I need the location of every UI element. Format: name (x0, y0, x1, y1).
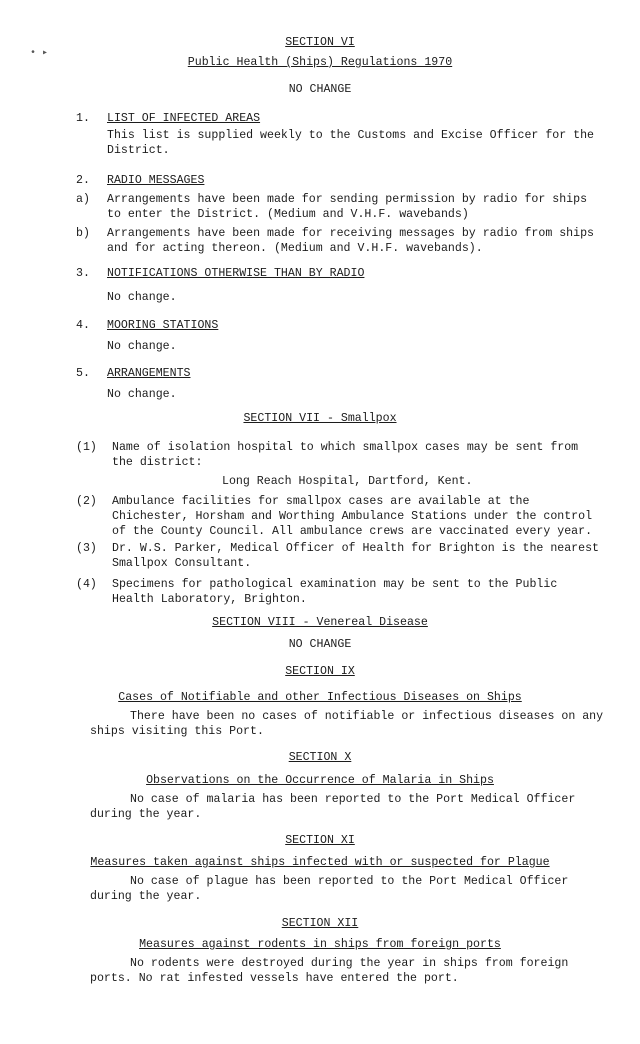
section-xi-text: No case of plague has been reported to the Port Medical Officer during the year. (90, 875, 569, 903)
item-number: a) (76, 193, 90, 206)
item-heading: NOTIFICATIONS OTHERWISE THAN BY RADIO (107, 267, 365, 280)
section-x-text: No case of malaria has been reported to the Port Medical Officer during the year. (90, 793, 576, 821)
section-x-subtitle: Observations on the Occurrence of Malaria in Ships (146, 774, 494, 787)
item-number: 1. (76, 112, 90, 125)
section-ix-title: SECTION IX (285, 665, 355, 678)
item-text: This list is supplied weekly to the Customs and Excise Officer for the District. (107, 129, 595, 157)
section-xi-subtitle: Measures taken against ships infected with or suspected for Plague (90, 856, 550, 869)
item-number: b) (76, 227, 90, 240)
item-text: Ambulance facilities for smallpox cases are available at the Chichester, Horsham and Worthing Ambulance Stations under the control of the County Council. All ambulance crews are vaccinated every year. (112, 495, 593, 538)
section-x-title: SECTION X (288, 751, 352, 764)
section-xii-text: No rodents were destroyed during the year in ships from foreign ports. No rat infested vessels have entered the port. (90, 957, 569, 985)
item-number: 2. (76, 174, 90, 187)
item-number: 5. (76, 367, 90, 380)
item-text: No change. (107, 388, 177, 401)
item-number: 4. (76, 319, 90, 332)
item-number: (4) (76, 578, 97, 591)
section-xii-title: SECTION XII (281, 917, 359, 930)
item-number: (3) (76, 542, 97, 555)
section-vi-subtitle: Public Health (Ships) Regulations 1970 (187, 56, 453, 69)
hospital-name: Long Reach Hospital, Dartford, Kent. (222, 475, 473, 488)
section-viii-title: SECTION VIII - Venereal Disease (212, 616, 428, 629)
section-vi-status: NO CHANGE (288, 83, 352, 96)
item-heading: MOORING STATIONS (107, 319, 219, 332)
section-vii-title: SECTION VII - Smallpox (243, 412, 397, 425)
margin-mark: • ▸ (30, 48, 49, 59)
item-text: No change. (107, 340, 177, 353)
section-viii-status: NO CHANGE (288, 638, 352, 651)
section-xi-title: SECTION XI (285, 834, 355, 847)
section-ix-subtitle: Cases of Notifiable and other Infectious Diseases on Ships (118, 691, 522, 704)
item-text: No change. (107, 291, 177, 304)
section-vi-title: SECTION VI (285, 36, 355, 49)
section-ix-text: There have been no cases of notifiable or infectious diseases on any ships visiting this Port. (90, 710, 604, 738)
item-text: Dr. W.S. Parker, Medical Officer of Health for Brighton is the nearest Smallpox Consultant. (112, 542, 600, 570)
section-xii-subtitle: Measures against rodents in ships from foreign ports (139, 938, 501, 951)
item-text: Arrangements have been made for receiving messages by radio from ships and for acting thereon. (Medium and V.H.F. wavebands). (107, 227, 595, 255)
item-heading: RADIO MESSAGES (107, 174, 205, 187)
item-heading: ARRANGEMENTS (107, 367, 191, 380)
item-heading: LIST OF INFECTED AREAS (107, 112, 261, 125)
item-number: (2) (76, 495, 97, 508)
item-text: Specimens for pathological examination may be sent to the Public Health Laboratory, Brighton. (112, 578, 558, 606)
item-number: (1) (76, 441, 97, 454)
item-number: 3. (76, 267, 90, 280)
item-text: Name of isolation hospital to which smallpox cases may be sent from the district: (112, 441, 579, 469)
item-text: Arrangements have been made for sending permission by radio for ships to enter the District. (Medium and V.H.F. wavebands) (107, 193, 588, 221)
